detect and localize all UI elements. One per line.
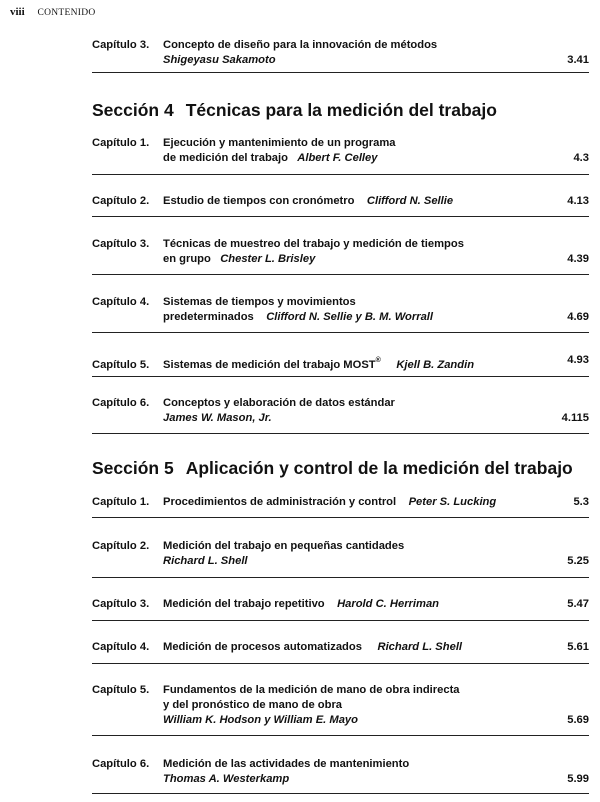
chapter-author: Chester L. Brisley <box>220 253 316 265</box>
chapter-author: Albert F. Celley <box>297 152 378 164</box>
chapter-title: Medición del trabajo repetitivo <box>163 598 325 610</box>
chapter-author: James W. Mason, Jr. <box>163 412 272 424</box>
chapter-title: Medición del trabajo en pequeñas cantidades <box>163 540 405 552</box>
chapter-page: 5.61 <box>567 641 589 653</box>
section-title: Técnicas para la medición del trabajo <box>185 100 497 120</box>
chapter-author: Shigeyasu Sakamoto <box>163 54 276 66</box>
chapter-author: Thomas A. Westerkamp <box>163 773 290 785</box>
chapter-title: Técnicas de muestreo del trabajo y medición de tiempos <box>163 238 464 250</box>
toc-entry[interactable] <box>92 295 589 325</box>
section-heading <box>92 100 497 121</box>
entry-rule <box>92 72 589 73</box>
registered-mark: ® <box>375 357 381 364</box>
chapter-title: Fundamentos de la medición de mano de obra indirecta <box>163 684 460 696</box>
chapter-author: Clifford N. Sellie <box>366 195 454 207</box>
toc-entry[interactable] <box>92 683 589 728</box>
chapter-label: Capítulo 1. <box>92 496 150 508</box>
chapter-title: Sistemas de tiempos y movimientos <box>163 296 356 308</box>
chapter-label: Capítulo 1. <box>92 137 150 149</box>
section-label: Sección 4 <box>92 100 174 120</box>
chapter-page: 4.39 <box>567 253 589 265</box>
chapter-label: Capítulo 5. <box>92 359 150 371</box>
entry-rule <box>92 577 589 578</box>
toc-entry[interactable] <box>92 237 589 267</box>
chapter-page: 4.13 <box>567 195 589 207</box>
chapter-label: Capítulo 3. <box>92 598 150 610</box>
chapter-author: Harold C. Herriman <box>337 598 440 610</box>
chapter-label: Capítulo 6. <box>92 397 150 409</box>
chapter-page: 3.41 <box>567 54 589 66</box>
chapter-label: Capítulo 5. <box>92 684 150 696</box>
chapter-label: Capítulo 3. <box>92 238 150 250</box>
chapter-page: 4.69 <box>567 311 589 323</box>
chapter-title-cont: y del pronóstico de mano de obra <box>163 699 343 711</box>
chapter-label: Capítulo 4. <box>92 296 150 308</box>
chapter-page: 5.99 <box>567 773 589 785</box>
chapter-page: 5.47 <box>567 598 589 610</box>
chapter-label: Capítulo 2. <box>92 195 150 207</box>
toc-entry[interactable] <box>92 396 589 426</box>
chapter-title: Medición de procesos automatizados <box>163 641 362 653</box>
chapter-title: Sistemas de medición del trabajo MOST <box>163 359 376 371</box>
toc-entry[interactable] <box>92 38 589 68</box>
entry-rule <box>92 517 589 518</box>
toc-entry[interactable] <box>92 136 589 166</box>
section-label: Sección 5 <box>92 458 174 478</box>
entry-rule <box>92 433 589 434</box>
chapter-title: Concepto de diseño para la innovación de métodos <box>163 39 438 51</box>
chapter-label: Capítulo 6. <box>92 758 150 770</box>
toc-entry[interactable] <box>92 194 589 209</box>
chapter-author: Clifford N. Sellie y B. M. Worrall <box>266 311 434 323</box>
chapter-page: 5.25 <box>567 555 589 567</box>
chapter-title: Procedimientos de administración y control <box>163 496 397 508</box>
chapter-author: William K. Hodson y William E. Mayo <box>163 714 358 726</box>
entry-rule <box>92 332 589 333</box>
chapter-author: Richard L. Shell <box>377 641 463 653</box>
chapter-title-cont: en grupo <box>163 253 211 265</box>
chapter-label: Capítulo 4. <box>92 641 150 653</box>
chapter-author: Peter S. Lucking <box>408 496 497 508</box>
entry-rule <box>92 216 589 217</box>
chapter-label: Capítulo 3. <box>92 39 150 51</box>
toc-entry[interactable] <box>92 495 589 510</box>
toc-entry[interactable] <box>92 539 589 569</box>
chapter-page: 4.93 <box>567 354 589 366</box>
running-header <box>10 6 96 18</box>
entry-rule <box>92 793 589 794</box>
chapter-title-cont: de medición del trabajo <box>163 152 288 164</box>
section-title: Aplicación y control de la medición del trabajo <box>185 458 573 478</box>
chapter-title: Medición de las actividades de mantenimiento <box>163 758 410 770</box>
toc-entry[interactable] <box>92 757 589 787</box>
entry-rule <box>92 663 589 664</box>
entry-rule <box>92 174 589 175</box>
chapter-author: Richard L. Shell <box>163 555 248 567</box>
toc-entry[interactable] <box>92 640 589 655</box>
entry-rule <box>92 376 589 377</box>
chapter-label: Capítulo 2. <box>92 540 150 552</box>
chapter-page: 5.3 <box>573 496 589 508</box>
chapter-page: 4.3 <box>573 152 589 164</box>
running-title: CONTENIDO <box>37 8 96 18</box>
toc-entry[interactable] <box>92 353 589 373</box>
chapter-title: Ejecución y mantenimiento de un programa <box>163 137 396 149</box>
chapter-title-cont: predeterminados <box>163 311 254 323</box>
chapter-page: 4.115 <box>561 412 589 424</box>
entry-rule <box>92 274 589 275</box>
chapter-page: 5.69 <box>567 714 589 726</box>
chapter-author: Kjell B. Zandin <box>396 359 475 371</box>
entry-rule <box>92 735 589 736</box>
chapter-title: Estudio de tiempos con cronómetro <box>163 195 355 207</box>
section-heading <box>92 458 573 479</box>
entry-rule <box>92 620 589 621</box>
page-number: viii <box>10 6 25 18</box>
toc-entry[interactable] <box>92 597 589 612</box>
chapter-title: Conceptos y elaboración de datos estándar <box>163 397 395 409</box>
